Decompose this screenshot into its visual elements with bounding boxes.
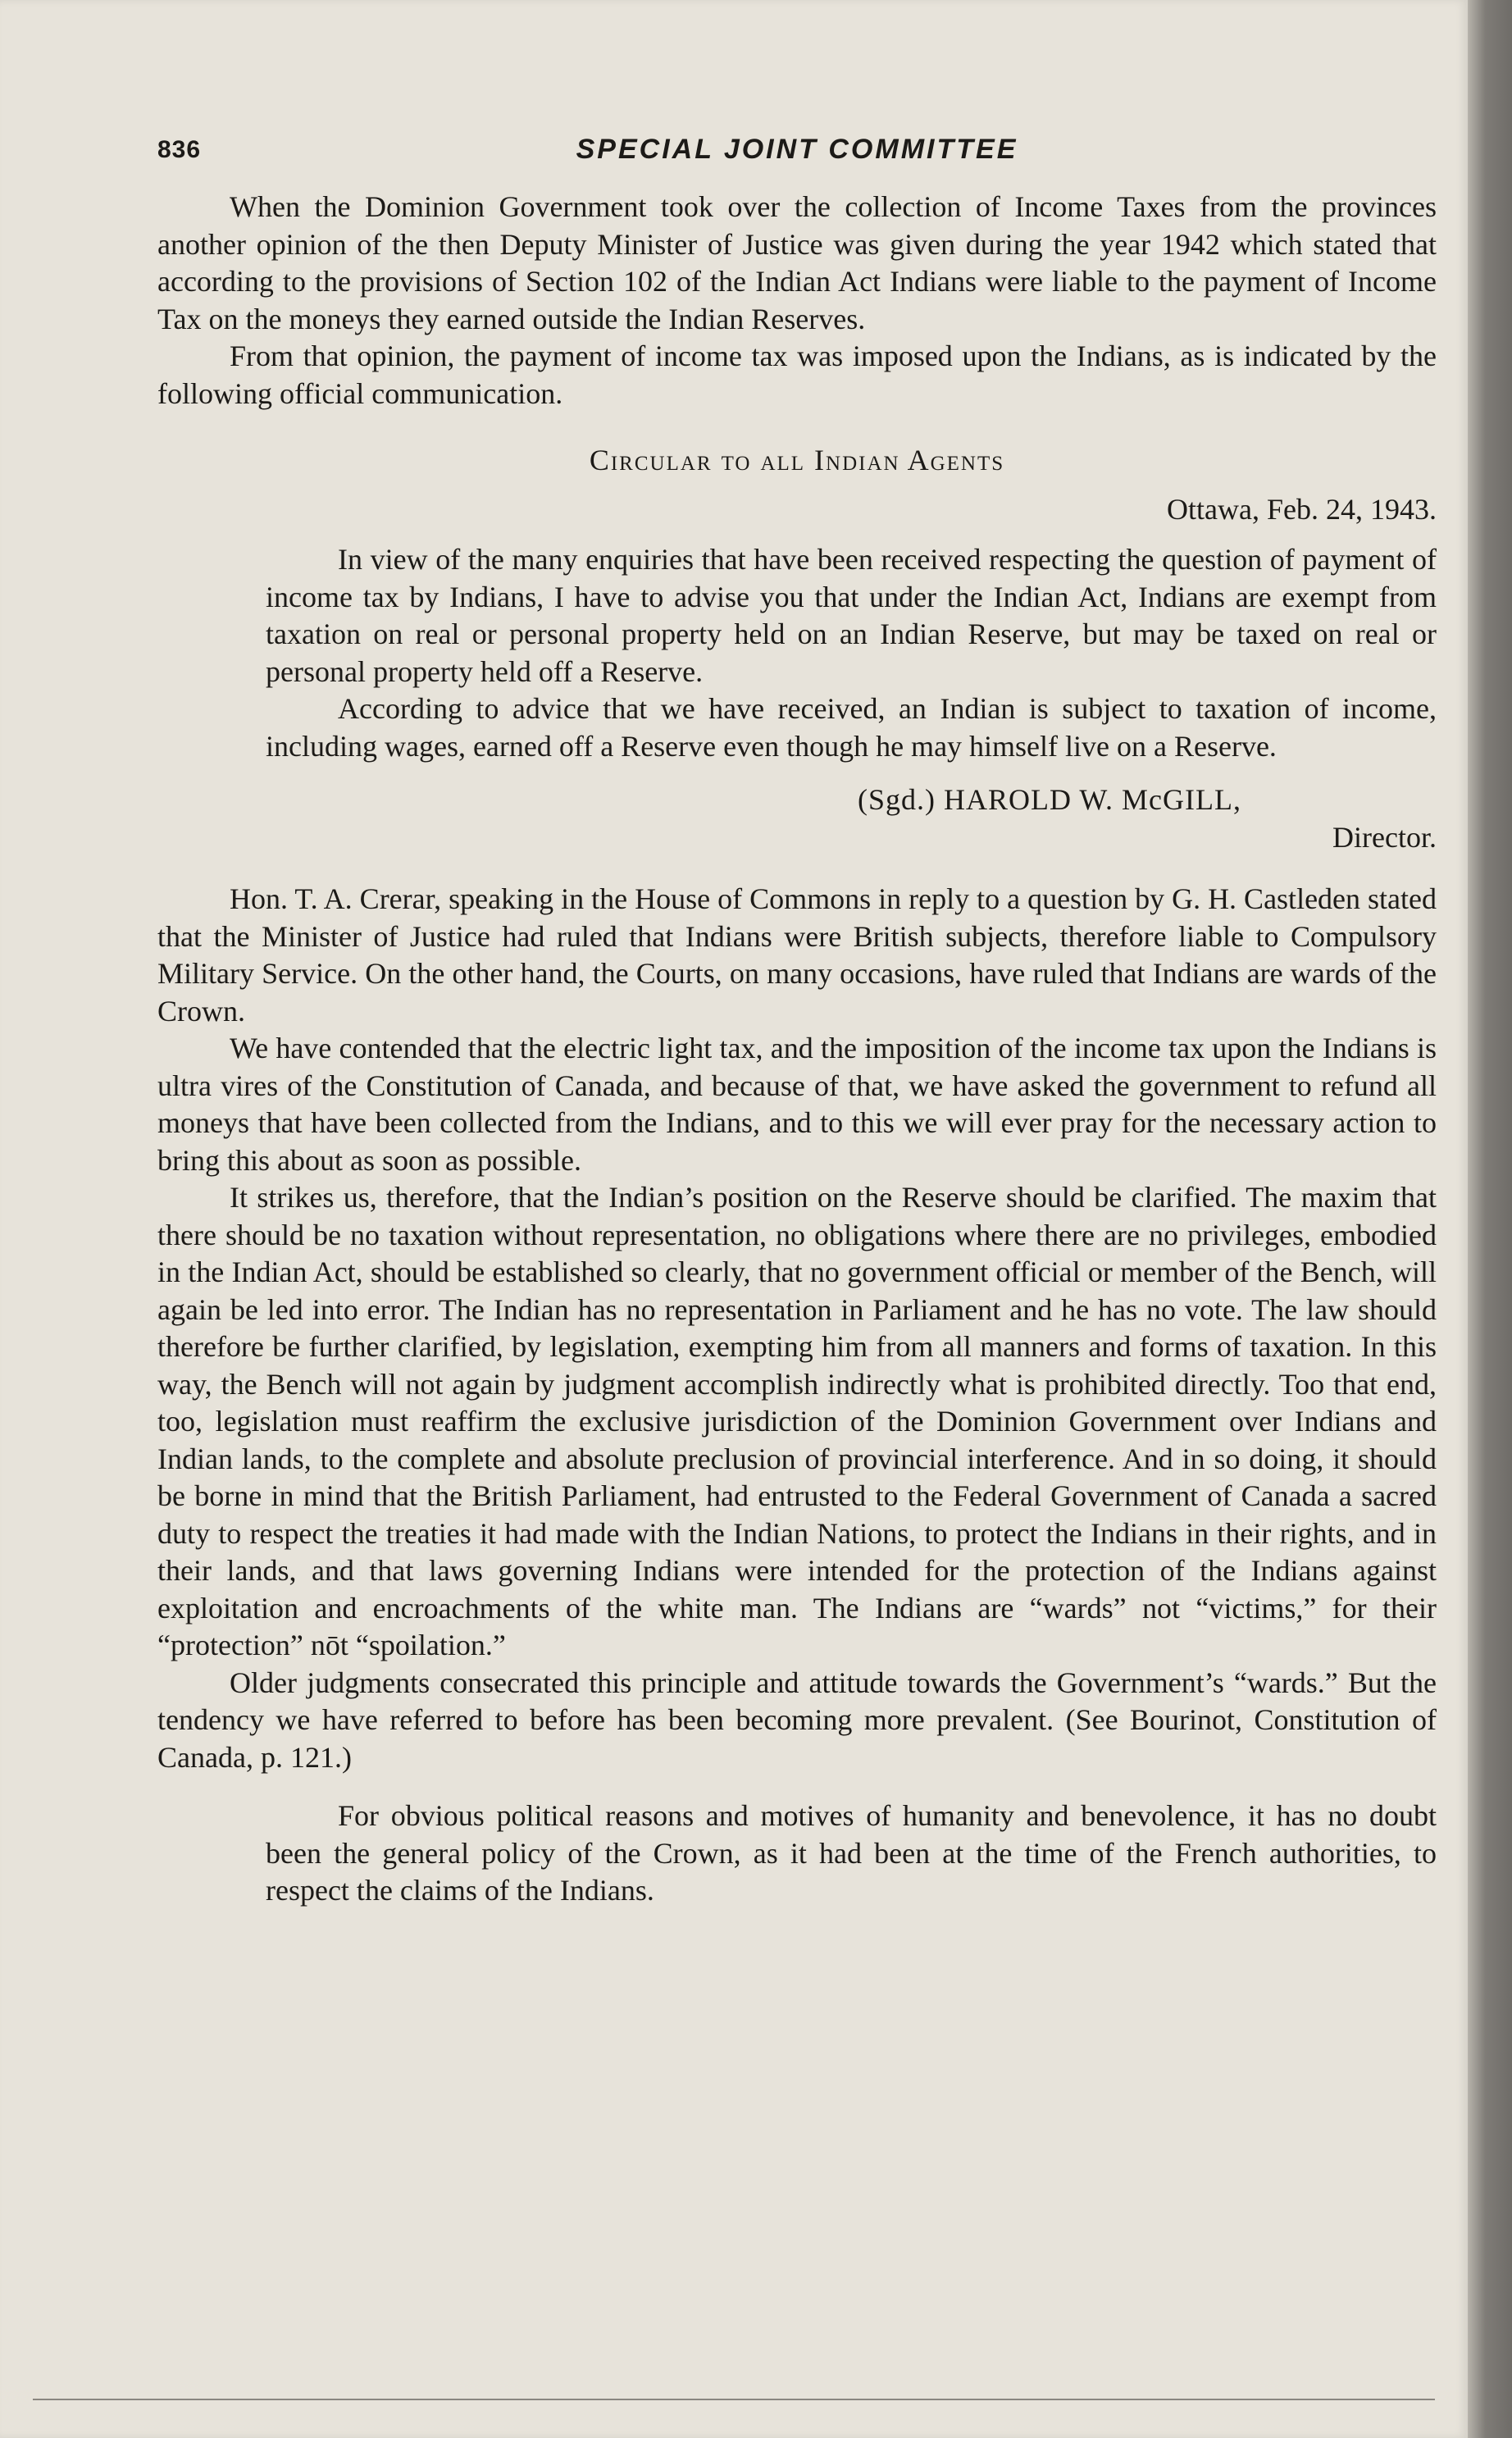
signature: (Sgd.) HAROLD W. McGILL, (858, 783, 1241, 816)
circular-heading: Circular to all Indian Agents (589, 444, 1005, 476)
scan-edge (1468, 0, 1512, 2438)
running-header (157, 131, 1437, 174)
page-content (157, 131, 1437, 1910)
body-paragraph: We have contended that the electric light tax, and the imposition of the income tax upon the Indians is ultra vires of the Constitution of Canada, and because of that, we have asked the government to refund all moneys that have been collected from the Indians, and to this we will ever pray for the necessary action to bring this about as soon as possible. (157, 1032, 1437, 1177)
page-bottom-rule (33, 2399, 1435, 2400)
body-paragraph: Hon. T. A. Crerar, speaking in the House of Commons in reply to a question by G. H. Castleden stated that the Minister of Justice had ruled that Indians were British subjects, therefore liable to Compulsory Military Service. On the other hand, the Courts, on many occasions, have ruled that Indians are wards of the Crown. (157, 882, 1437, 1028)
body-paragraph: When the Dominion Government took over the collection of Income Taxes from the provinces another opinion of the then Deputy Minister of Justice was given during the year 1942 which stated that according to the provisions of Section 102 of the Indian Act Indians were liable to the payment of Income Tax on the moneys they earned outside the Indian Reserves. (157, 190, 1437, 335)
circular-paragraph: According to advice that we have received, an Indian is subject to taxation of income, including wages, earned off a Reserve even though he may himself live on a Reserve. (266, 692, 1437, 763)
block-quote (266, 1798, 1437, 1910)
running-title: SPECIAL JOINT COMMITTEE (576, 134, 1018, 165)
quote-paragraph: For obvious political reasons and motives of humanity and benevolence, it has no doubt been the general policy of the Crown, as it had been at the time of the French authorities, to respect the claims of the Indians. (266, 1799, 1437, 1907)
body-paragraph: It strikes us, therefore, that the Indian’s position on the Reserve should be clarified. The maxim that there should be no taxation without representation, no obligations where there are no privileges, embodied in the Indian Act, should be established so clearly, that no government official or member of the Bench, will again be led into error. The Indian has no representation in Parliament and he has no vote. The law should therefore be further clarified, by legislation, exempting him from all manners and forms of taxation. In this way, the Bench will not again by judgment accomplish indirectly what is prohibited directly. Too that end, too, legislation must reaffirm the exclusive jurisdiction of the Dominion Government over Indians and Indian lands, to the complete and absolute preclusion of provincial interference. And in so doing, it should be borne in mind that the British Parliament, had entrusted to the Federal Government of Canada a sacred duty to respect the treaties it had made with the Indian Nations, to protect the Indians in their rights, and in their lands, and that laws governing Indians were intended for the protection of the Indians against exploitation and encroachments of the white man. The Indians are “wards” not “victims,” for their “protection” nōt “spoilation.” (157, 1181, 1437, 1661)
circular-body (266, 541, 1437, 856)
body-paragraph: From that opinion, the payment of income tax was imposed upon the Indians, as is indicated by the following official communication. (157, 339, 1437, 410)
circular-dateline: Ottawa, Feb. 24, 1943. (1167, 492, 1437, 526)
page-number: 836 (157, 136, 202, 163)
body-paragraph: Older judgments consecrated this principle and attitude towards the Government’s “wards.” But the tendency we have referred to before has been becoming more prevalent. (See Bourinot, Constitution of Canada, p. 121.) (157, 1666, 1437, 1774)
signature-title: Director. (1332, 820, 1437, 854)
section-gap (157, 856, 1437, 881)
circular-paragraph: In view of the many enquiries that have been received respecting the question of payment of income tax by Indians, I have to advise you that under the Indian Act, Indians are exempt from taxation on real or personal property held on an Indian Reserve, but may be taxed on real or personal property held off a Reserve. (266, 543, 1437, 688)
